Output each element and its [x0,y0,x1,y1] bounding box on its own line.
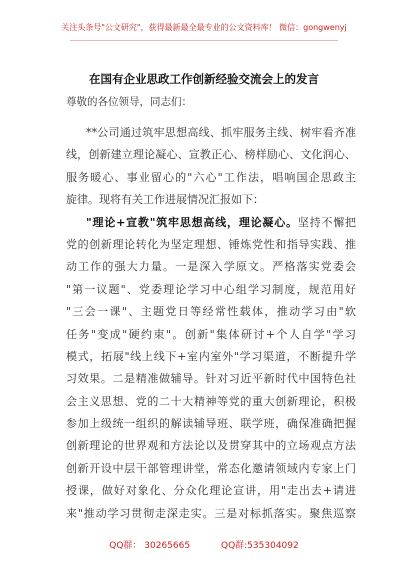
footer-qq-group-2: QQ群:535304092 [220,541,299,551]
body-line: 服务暖心、事业留心的"六心"工作法，唱响国企思政主 [66,170,356,184]
body-line: 参加上级统一组织的解读辅导班、联学班，确保准确把握 [66,417,356,431]
header-divider [70,40,338,41]
document-body [66,122,356,525]
body-line: 线，创新建立理论凝心、宣教正心、榜样励心、文化润心、 [66,148,356,162]
body-line: "三会一课"、主题党日等经常性载体，推动学习由"软 [66,305,356,319]
body-line: 创新理论的世界观和方法论以及贯穿其中的立场观点方法 [66,439,356,453]
body-line: 任务"变成"硬约束"。创新"集体研讨+个人自学"学习 [66,327,356,341]
body-line: 授课，做好对象化、分众化理论宣讲，用"走出去+请进 [66,484,356,498]
section-lead: 坚持不懈把 [297,215,356,229]
body-line: 创新开设中层干部管理讲堂，常态化邀请领域内专家上门 [66,461,356,475]
body-line: "第一议题"、党委理论学习中心组学习制度，规范用好 [66,282,356,296]
section-heading: "理论+宣教"筑牢思想高线，理论凝心。 [86,215,298,229]
document-title: 在国有企业思政工作创新经验交流会上的发言 [89,72,319,86]
body-line: 旋律。现将有关工作进展情况汇报如下： [66,193,264,207]
header-banner: 关注头条号"公文研究"，获得最新最全最专业的公文资料库！ 微信：gongwenyj [61,23,347,32]
greeting: 尊敬的各位领导，同志们： [66,96,192,108]
body-line: 动工作的强大力量。一是深入学原文。严格落实党委会 [66,260,356,274]
body-line: 会主义思想、党的二十大精神等党的重大创新理论，积极 [66,394,356,408]
body-line: 党的创新理论转化为坚定理想、锤炼党性和指导实践、推 [66,237,356,251]
body-line-heading [66,212,356,234]
footer-contact [0,538,408,551]
body-line: 习效果。二是精准做辅导。针对习近平新时代中国特色社 [66,372,356,386]
body-line: 模式，拓展"线上线下+室内室外"学习渠道，不断提升学 [66,349,356,363]
body-line: 来"推动学习贯彻走深走实。三是对标抓落实。聚焦巡察 [66,506,356,520]
footer-qq-group-1: QQ群： 30265665 [109,541,191,551]
body-line: **公司通过筑牢思想高线、抓牢服务主线、树牢看齐准 [86,126,356,139]
